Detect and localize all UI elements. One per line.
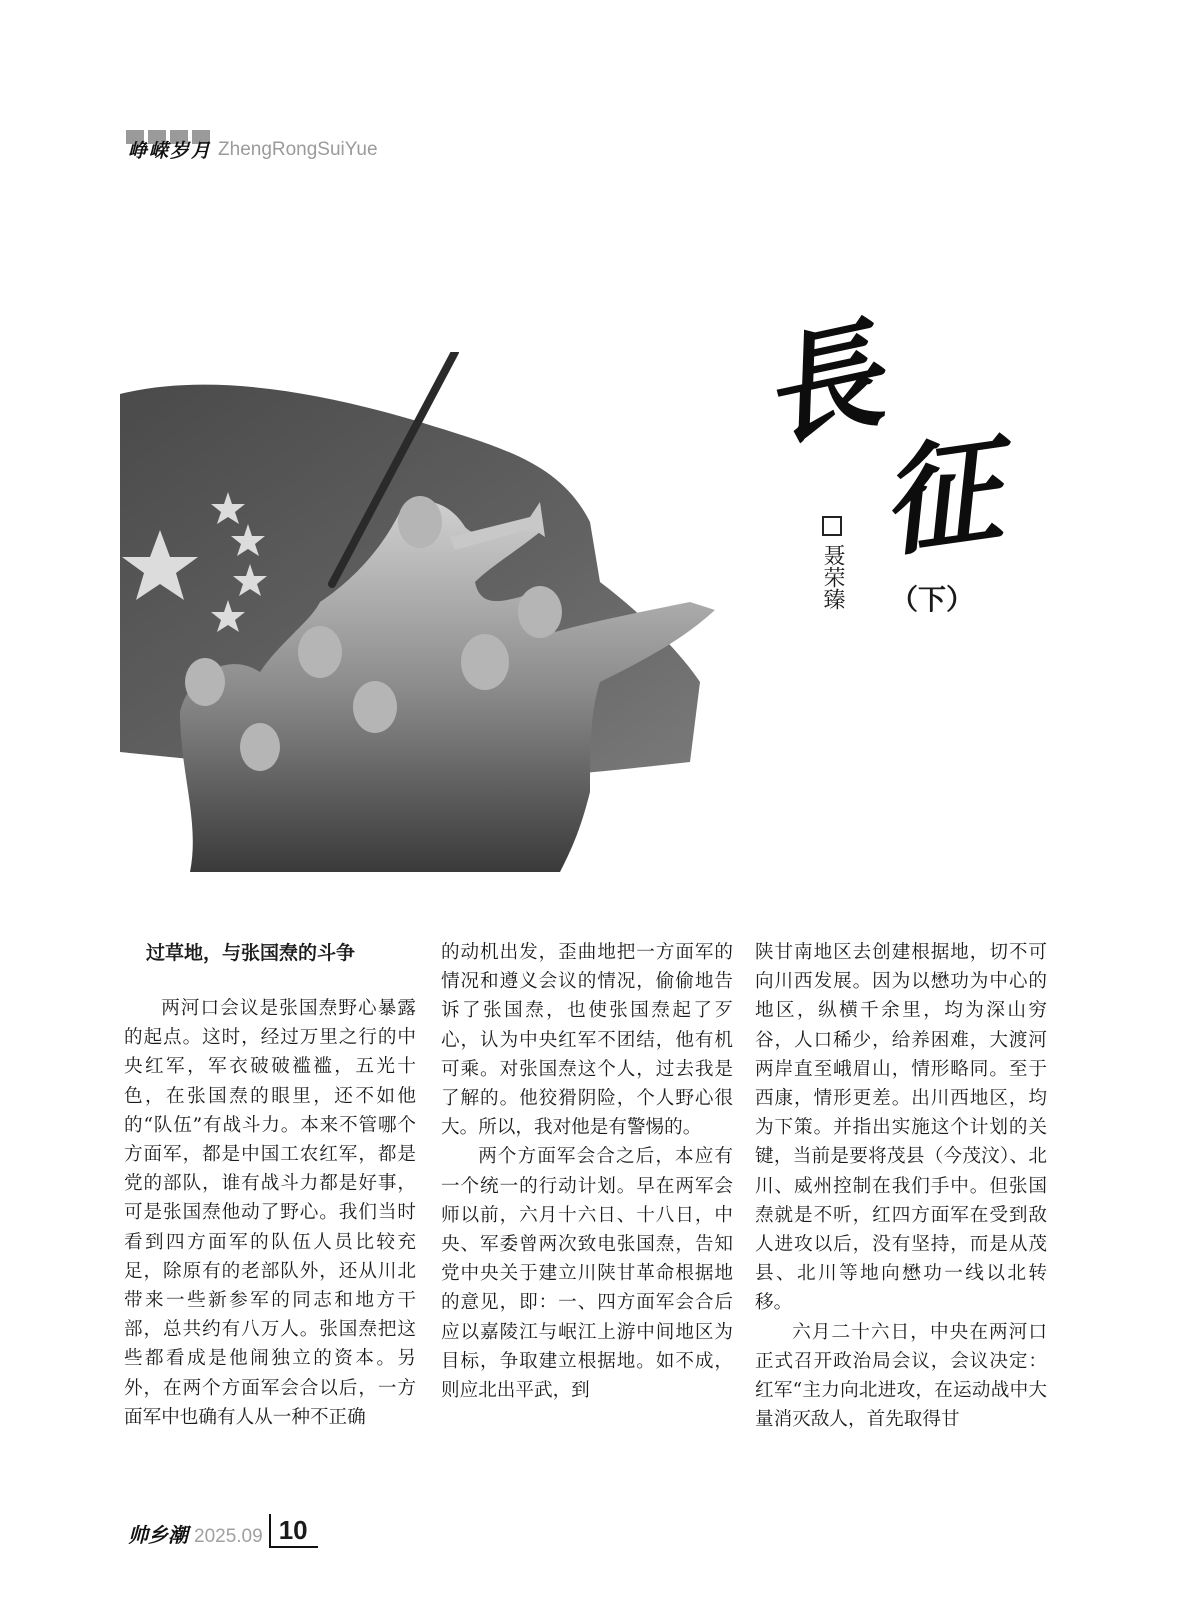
footer-issue: 2025.09: [194, 1526, 263, 1547]
author-byline: [819, 516, 845, 610]
header-title-cn: 峥嵘岁月: [128, 140, 213, 162]
article-title-block: [748, 290, 1050, 650]
paragraph: 六月二十六日，中央在两河口正式召开政治局会议，会议决定：红军“主力向北进攻，在运动战中大量消灭敌人，首先取得甘: [755, 1321, 1047, 1431]
footer-magazine: 帅乡潮: [128, 1523, 188, 1547]
page-number: 10: [269, 1514, 318, 1548]
text-column-1: [124, 938, 416, 1432]
paragraph: 的动机出发，歪曲地把一方面军的情况和遵义会议的情况，偷偷地告诉了张国焘，也使张国焘起了歹心，认为中央红军不团结，他有机可乘。对张国焘这个人，过去我是了解的。他狡猾阴险，个人野心很大。所以，我对他是有警惕的。: [441, 942, 733, 1139]
paragraph: 两个方面军会合之后，本应有一个统一的行动计划。早在两军会师以前，六月十六日、十八日，中央、军委曾两次致电张国焘，告知党中央关于建立川陕甘革命根据地的意见，即：一、四方面军会合后应以嘉陵江与岷江上游中间地区为目标，争取建立根据地。如不成，则应北出平武，到: [441, 1146, 733, 1402]
text-column-2: [441, 938, 733, 1405]
section-title: 过草地，与张国焘的斗争: [146, 942, 356, 964]
author-box-icon: [822, 516, 842, 536]
title-char-chang: 長: [748, 304, 894, 465]
page-footer: [128, 1512, 318, 1548]
header-title-en: ZhengRongSuiYue: [218, 138, 378, 160]
article-subtitle: （下）: [890, 583, 975, 616]
author-name: 聂荣臻: [820, 544, 845, 610]
text-column-3: [755, 938, 1047, 1434]
page-header: [128, 136, 378, 163]
statue-flag-photo: [120, 352, 720, 872]
title-char-zheng: 征: [872, 419, 1009, 574]
paragraph: 陕甘南地区去创建根据地，切不可向川西发展。因为以懋功为中心的地区，纵横千余里，均为深山穷谷，人口稀少，给养困难，大渡河两岸直至峨眉山，情形略同。至于西康，情形更差。出川西地区，均为下策。并指出实施这个计划的关键，当前是要将茂县（今茂汶）、北川、威州控制在我们手中。但张国焘就是不听，红四方面军在受到敌人进攻以后，没有坚持，而是从茂县、北川等地向懋功一线以北转移。: [755, 942, 1047, 1314]
paragraph: 两河口会议是张国焘野心暴露的起点。这时，经过万里之行的中央红军，军衣破破褴褴，五光十色，在张国焘的眼里，还不如他的“队伍”有战斗力。本来不管哪个方面军，都是中国工农红军，都是党的部队，谁有战斗力都是好事，可是张国焘他动了野心。我们当时看到四方面军的队伍人员比较充足，除原有的老部队外，还从川北带来一些新参军的同志和地方干部，总共约有八万人。张国焘把这些都看成是他闹独立的资本。另外，在两个方面军会合以后，一方面军中也确有人从一种不正确: [124, 998, 416, 1428]
